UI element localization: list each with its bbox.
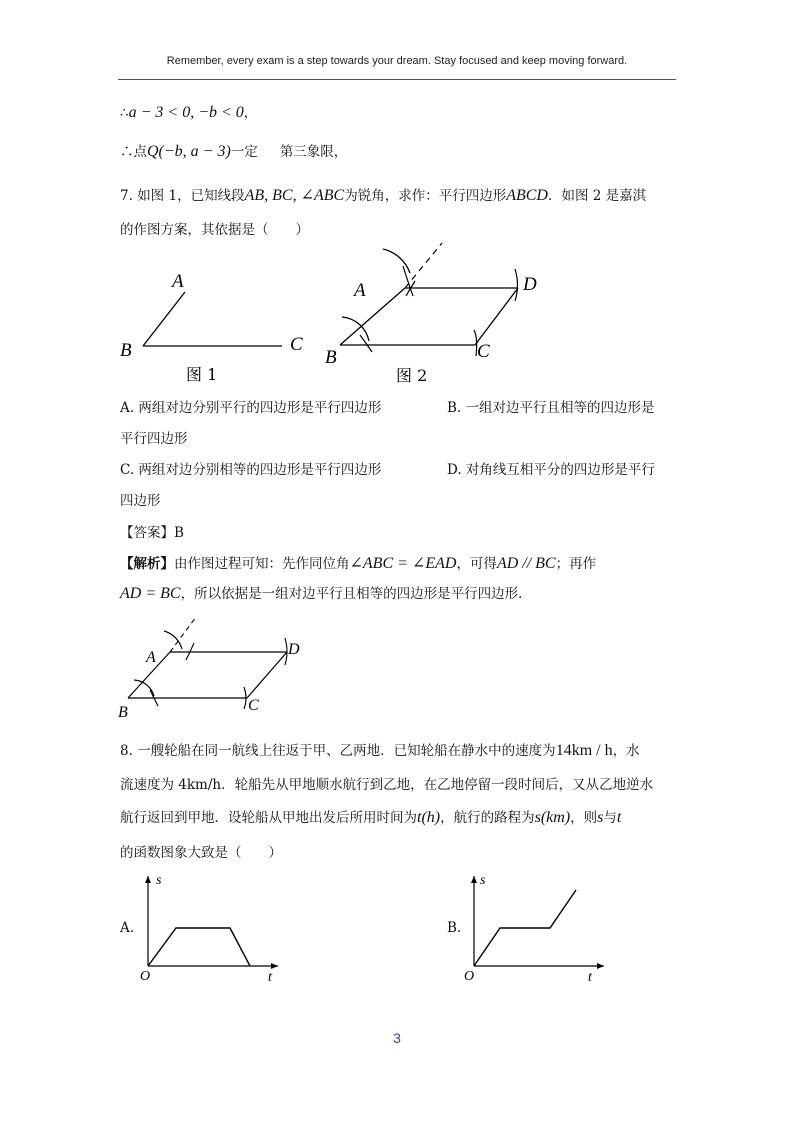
analysis-math-2: AD // BC: [496, 555, 556, 572]
analysis-text-3: ；再作: [555, 556, 597, 572]
q7-analysis-line-2: [120, 582, 532, 603]
q7-option-b-cont: 平行四边形: [120, 431, 188, 447]
q8-time-math: t(h): [417, 809, 441, 826]
analysis-figure: [112, 610, 332, 725]
punct: ，: [243, 105, 258, 121]
q7-option-a[interactable]: A. 两组对边分别平行的四边形是平行四边形: [120, 400, 382, 416]
s-axis-arrow: [471, 876, 477, 883]
analysis-math-3: AD = BC: [120, 585, 181, 602]
graph-line: [474, 890, 576, 966]
t-axis-arrow: [597, 963, 604, 969]
q8-stem-line-3: [120, 806, 621, 827]
q8-number: 8.: [120, 743, 133, 759]
label-a: A: [172, 271, 184, 292]
q7-figures: [110, 235, 560, 395]
q8-text-3: 航行返回到甲地．设轮船从甲地出发后所用时间为: [120, 810, 417, 826]
label-b: B: [325, 347, 337, 368]
q7-option-d-cont: 四边形: [120, 493, 161, 509]
origin-label: O: [464, 969, 475, 984]
axis-label-t: t: [268, 970, 272, 985]
label-a: A: [354, 280, 366, 301]
header-divider: [118, 79, 676, 80]
origin-label: O: [140, 969, 151, 984]
axis-label-s: s: [156, 873, 162, 888]
axis-label-s: s: [480, 873, 486, 888]
q7-option-d[interactable]: D. 对角线互相平分的四边形是平行: [447, 462, 655, 478]
t-axis-arrow: [271, 963, 278, 969]
q7-analysis-line-1: [120, 552, 596, 573]
page-number: 3: [393, 1030, 401, 1046]
side-cd: [475, 288, 518, 345]
q7-number: 7.: [120, 188, 133, 204]
q7-stem-line-1: [120, 184, 646, 205]
q7-text-1: 如图 1，已知线段: [137, 188, 245, 204]
third-quadrant-text: 第三象限，: [279, 144, 348, 160]
q8-stem-line-2: 流速度为 4km/h．轮船先从甲地顺水航行到乙地，在乙地停留一段时间后，又从乙地逆水: [120, 777, 654, 793]
analysis-label: 【解析】: [120, 556, 174, 572]
figure-1-caption: 图 1: [186, 365, 218, 384]
prev-solution-line-2: [120, 140, 347, 161]
label-c: C: [290, 334, 303, 355]
label-c: C: [248, 697, 259, 714]
arc-at-a: [383, 249, 410, 273]
q7-math-1: AB, BC, ∠ABC: [244, 187, 345, 204]
analysis-text-2: ，可得: [456, 556, 497, 572]
q8-text-2: ，水: [612, 743, 640, 759]
figure-2: [325, 243, 537, 385]
analysis-text-4: ，所以依据是一组对边平行且相等的四边形是平行四边形．: [180, 586, 532, 602]
segment-ba: [143, 292, 185, 346]
q7-stem-line-2: 的作图方案，其依据是（ ）: [120, 222, 309, 238]
q8-text-6: 与: [603, 810, 617, 826]
q8-option-b-graph[interactable]: [464, 870, 612, 985]
analysis-math-1: ∠ABC = ∠EAD: [349, 555, 457, 572]
q7-math-2: ABCD: [506, 187, 548, 204]
point-q-math: Q(−b, a − 3): [147, 143, 231, 160]
figure-2-caption: 图 2: [396, 366, 428, 385]
arc-at-a: [164, 631, 182, 649]
q8-stem-line-1: [120, 739, 640, 760]
q8-text-5: ，则: [570, 810, 598, 826]
side-cd: [247, 652, 287, 698]
label-d: D: [288, 641, 300, 658]
definitely-text: 一定: [230, 144, 258, 160]
q8-distance-math: s(km): [534, 809, 571, 826]
q8-option-a-label[interactable]: A.: [120, 920, 135, 936]
inequality-math: a − 3 < 0, −b < 0: [128, 104, 244, 121]
q8-text-4: ，航行的路程为: [440, 810, 535, 826]
figure-1: [120, 271, 303, 384]
label-c: C: [477, 341, 490, 362]
side-ba: [340, 288, 405, 345]
q7-answer: 【答案】B: [120, 525, 184, 541]
graph-line: [148, 928, 250, 966]
q8-option-a-graph[interactable]: [138, 870, 286, 985]
q8-t-math: t: [616, 809, 622, 826]
q7-option-b[interactable]: B. 一组对边平行且相等的四边形是: [447, 400, 655, 416]
header-motto: Remember, every exam is a step towards your dream. Stay focused and keep moving forward.: [166, 55, 628, 67]
q8-stem-line-4: 的函数图象大致是（ ）: [120, 845, 282, 861]
q8-s-math: s: [597, 809, 604, 826]
q7-text-2: 为锐角，求作：平行四边形: [344, 188, 507, 204]
axis-label-t: t: [588, 970, 592, 985]
q8-speed-math: 14km / h: [555, 742, 613, 759]
q7-option-c[interactable]: C. 两组对边分别相等的四边形是平行四边形: [120, 462, 382, 478]
extension-dashed: [405, 243, 442, 288]
analysis-text-1: 由作图过程可知：先作同位角: [174, 556, 350, 572]
q7-text-3: ．如图 2 是嘉淇: [547, 188, 647, 204]
label-b: B: [118, 704, 128, 721]
s-axis-arrow: [145, 876, 151, 883]
label-d: D: [523, 274, 537, 295]
arc-mark-b: [360, 335, 372, 352]
arc-at-b: [342, 317, 369, 341]
therefore-point-text: ∴点: [120, 144, 147, 160]
label-b: B: [120, 340, 132, 361]
q8-option-b-label[interactable]: B.: [447, 920, 462, 936]
label-a: A: [146, 649, 156, 666]
arc-mark-d: [515, 269, 518, 301]
q8-text-1: 一艘轮船在同一航线上往返于甲、乙两地．已知轮船在静水中的速度为: [137, 743, 556, 759]
therefore-symbol: ∴: [120, 105, 129, 121]
prev-solution-line-1: [120, 101, 257, 122]
